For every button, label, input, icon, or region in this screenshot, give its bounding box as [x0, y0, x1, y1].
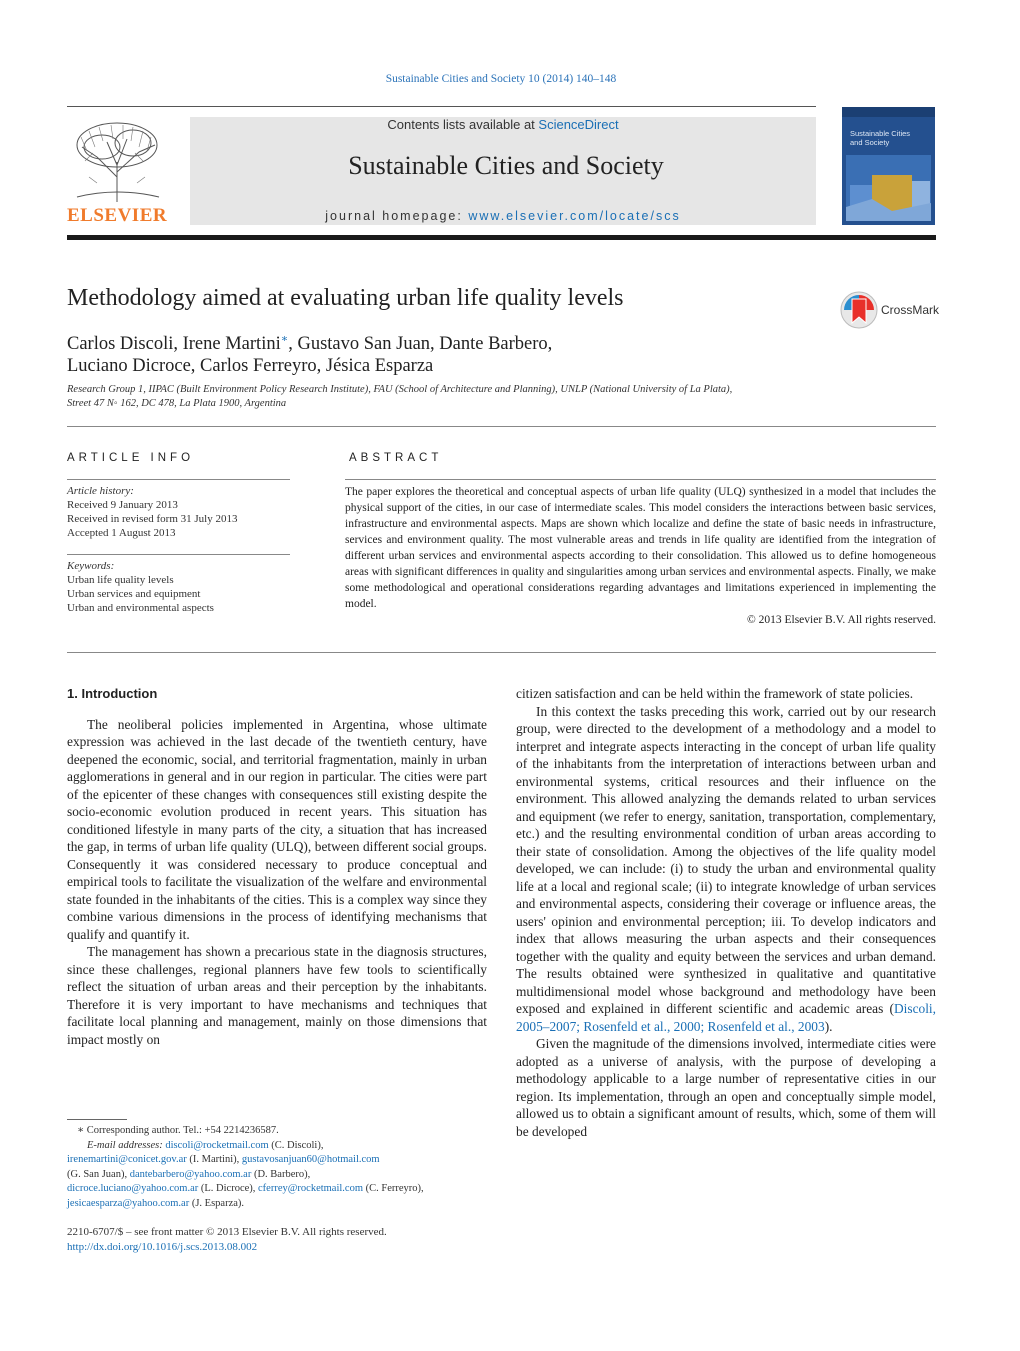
cover-title-line2: and Society: [850, 138, 890, 147]
article-info-rule-top: [67, 479, 290, 480]
affiliation: [67, 383, 867, 411]
author-list: [67, 328, 767, 377]
authors-line1-end: , Gustavo San Juan, Dante Barbero,: [288, 334, 553, 355]
crossmark-icon: [840, 291, 880, 331]
email-owner: (C. Ferreyro),: [363, 1183, 424, 1194]
abstract-separator: [67, 652, 936, 653]
paragraph: The neoliberal policies implemented in Argentina, whose ultimate expression was achieved in the last decade of the twentieth century, have deepened the economic, social, and territorial fragmentation, mainly in urban agglomerations in general and in our region in particular. The cities were part of the epicenter of these changes with consequences still existing despite the socio-economic evolution produced in recent years. This situation has conditioned lifestyle in many parts of the city, a situation that has increased the gap, in terms of urban life quality (ULQ), between different social groups. Consequently it was considered necessary to produce conceptual and empirical tools to facilitate the visualization of the welfare and environmental state founded in the inhabitants of the cities. This is a complex way since they combine various dimensions in the process of identifying mechanisms that qualify and quantify it.: [67, 716, 487, 942]
email-line2: [67, 1153, 497, 1168]
keywords-block: [67, 559, 290, 615]
issn-line: 2210-6707/$ – see front matter © 2013 Elsevier B.V. All rights reserved.: [67, 1226, 387, 1238]
cover-art: [842, 107, 935, 225]
email-owner: (D. Barbero),: [251, 1168, 311, 1180]
email-link[interactable]: dicroce.luciano@yahoo.com.ar: [67, 1183, 199, 1194]
history-label: Article history:: [67, 485, 134, 497]
email-line3: [67, 1168, 497, 1183]
corresponding-star[interactable]: ∗: [280, 333, 289, 345]
elsevier-wordmark: ELSEVIER: [67, 205, 168, 226]
article-title: Methodology aimed at evaluating urban life quality levels: [67, 285, 624, 311]
doi-link[interactable]: http://dx.doi.org/10.1016/j.scs.2013.08.002: [67, 1241, 258, 1253]
sciencedirect-link[interactable]: ScienceDirect: [538, 117, 619, 132]
footnote: [67, 1124, 497, 1211]
header-rule: [67, 106, 816, 107]
revised-date: Received in revised form 31 July 2013: [67, 513, 238, 525]
paragraph-text: In this context the tasks preceding this work, carried out by our research group, were directed to the development of a methodology and a model to interpret and integrate aspects interacting in the concept of urban life quality of the inhabitants from the interpretation of interactions between urban and environmental systems, critical resources and their influence on the environment. This allowed analyzing the demands related to urban services and equipment (we refer to energy, sanitation, transportation, complementary, etc.) and the resulting environmental condition of urban areas according to their state of consolidation. Among the objectives of the life quality model developed, we can include: (i) to study the urban and environmental quality life at a local and regional scale; (ii) to integrate knowledge of urban services and environmental aspects, considering their coverage or influence areas, the users' opinion and environmental perception; iii. To develop indicators and index that allows measuring the urban aspects and their consequences together with the quality and equity between the services and urban demand. The results obtained were synthesized in qualitative and quantitative multidimensional model whose background and methodology have been exposed and explained in different scientific and academic areas (: [516, 703, 936, 1016]
affiliation-line1: Research Group 1, IIPAC (Built Environment Policy Research Institute), FAU (School of Architecture and Planning), UNLP (National University of La Plata),: [67, 384, 733, 395]
authors-line1: [67, 328, 767, 355]
body-column-right: [516, 685, 936, 1140]
email-link[interactable]: cferrey@rocketmail.com: [258, 1183, 364, 1194]
keyword-item: Urban services and equipment: [67, 588, 201, 600]
title-separator: [67, 426, 936, 427]
email-link[interactable]: jesicaesparza@yahoo.com.ar: [67, 1197, 190, 1209]
paragraph: Given the magnitude of the dimensions involved, intermediate cities were adopted as a universe of analysis, with the purpose of developing a methodology applicable to a large number of representative cities in our region. Its implementation, through an open and conceptually simple model, allowed us to obtain a significant amount of results, which, some of them will be developed: [516, 1036, 936, 1139]
email-label: E-mail addresses:: [87, 1139, 163, 1151]
email-line4: [67, 1182, 497, 1197]
email-link[interactable]: gustavosanjuan60@hotmail.com: [241, 1154, 380, 1165]
email-link[interactable]: dantebarbero@yahoo.com.ar: [129, 1168, 252, 1180]
copyright-notice: © 2013 Elsevier B.V. All rights reserved.: [747, 614, 936, 626]
email-owner: (G. San Juan),: [67, 1168, 130, 1180]
homepage-link[interactable]: www.elsevier.com/locate/scs: [468, 209, 681, 223]
cover-title-line1: Sustainable Cities: [850, 129, 911, 138]
paragraph: [516, 703, 936, 1036]
corresponding-author-note: ∗ Corresponding author. Tel.: +54 2214236587.: [77, 1125, 279, 1136]
abstract-body: [345, 484, 936, 628]
paragraph: citizen satisfaction and can be held within the framework of state policies.: [516, 686, 914, 701]
article-history: [67, 484, 290, 540]
abstract-text: The paper explores the theoretical and conceptual aspects of urban life quality (ULQ) synthesized in a model that includes the physical support of the cities, in our case of intermediate scales. This model considers the interactions between basic services, infrastructure and environmental aspects. Maps are shown which localize and define the state of basic needs in infrastructure, services and environment quality. The most vulnerable areas and trends in life quality are identified from the integration of different urban services and environmental aspects according to their consolidation. This allowed us to define homogeneous areas with significant differences in quality and singularities among urban services and environmental aspects. Finally, we make some methodological and operational considerations regarding advantages and limitations experienced in implementing the model.: [345, 486, 936, 610]
paragraph-end: ).: [824, 1018, 833, 1034]
email-owner: (C. Discoli),: [268, 1139, 324, 1151]
keywords-label: Keywords:: [67, 560, 115, 572]
email-link[interactable]: irenemartini@conicet.gov.ar: [67, 1154, 187, 1165]
email-owner: (J. Esparza).: [189, 1197, 245, 1209]
header-thick-rule: [67, 235, 936, 240]
section-heading-introduction: 1. Introduction: [67, 686, 158, 701]
email-owner: (I. Martini),: [186, 1154, 242, 1165]
article-info-heading: ARTICLE INFO: [67, 452, 195, 464]
received-date: Received 9 January 2013: [67, 499, 178, 511]
contents-line: [190, 117, 816, 132]
keyword-item: Urban life quality levels: [67, 574, 174, 586]
authors-line1-start: Carlos Discoli, Irene Martini: [67, 334, 281, 355]
abstract-rule-top: [345, 479, 936, 480]
keyword-item: Urban and environmental aspects: [67, 602, 214, 614]
paragraph: The management has shown a precarious state in the diagnosis structures, since these challenges, regional planners have few tools to scientifically reflect the situation of urban areas and their perception by the inhabitants. Therefore it is very important to have mechanisms and techniques that facilitate local planning and management, mainly on those dimensions that impact mostly on: [67, 944, 487, 1047]
crossmark-label: CrossMark: [881, 303, 940, 317]
contents-prefix: Contents lists available at: [387, 117, 539, 132]
issn-block: [67, 1225, 387, 1255]
journal-homepage: [190, 209, 816, 223]
email-owner: (L. Dicroce),: [198, 1183, 259, 1194]
journal-title: Sustainable Cities and Society: [348, 151, 664, 180]
article-info-rule-mid: [67, 554, 290, 555]
cover-title: [850, 129, 930, 147]
authors-line2: Luciano Dicroce, Carlos Ferreyro, Jésica Esparza: [67, 356, 434, 377]
journal-citation[interactable]: Sustainable Cities and Society 10 (2014) 140–148: [385, 73, 617, 85]
accepted-date: Accepted 1 August 2013: [67, 527, 176, 539]
footnote-rule: [67, 1119, 127, 1120]
homepage-prefix: journal homepage:: [325, 209, 469, 223]
email-link[interactable]: discoli@rocketmail.com: [165, 1139, 269, 1151]
email-line5: [67, 1197, 497, 1212]
crossmark-badge[interactable]: [840, 291, 940, 331]
affiliation-line2: Street 47 N◦ 162, DC 478, La Plata 1900, Argentina: [67, 398, 287, 409]
journal-cover-thumbnail[interactable]: [842, 107, 935, 225]
email-line1: [67, 1139, 497, 1154]
abstract-heading: ABSTRACT: [349, 452, 443, 464]
reference-links[interactable]: Discoli, 2005–2007; Rosenfeld et al., 2000; Rosenfeld et al., 2003: [516, 1001, 936, 1034]
body-column-left: [67, 685, 487, 1048]
